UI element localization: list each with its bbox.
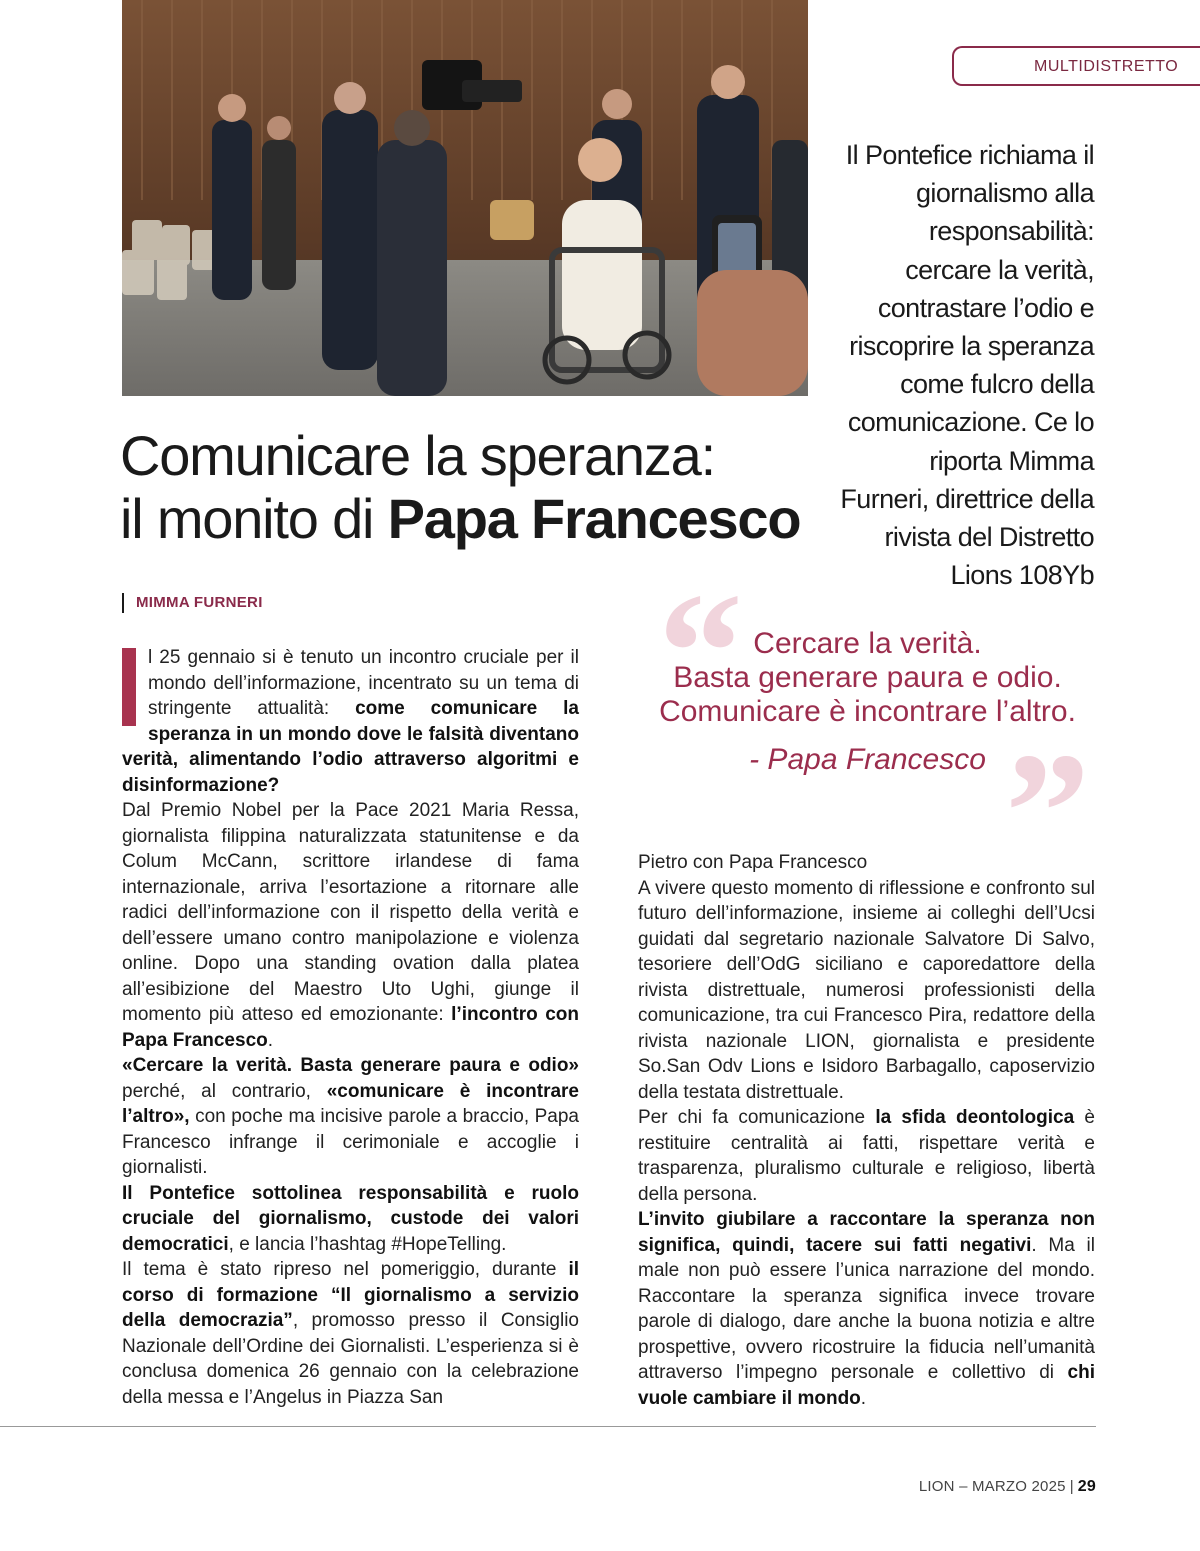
section-tab — [952, 46, 1200, 86]
footer-divider — [0, 1426, 1096, 1427]
bold-run: la sfida deontologica — [875, 1107, 1075, 1128]
text-run: con poche ma incisive parole a braccio, Papa Francesco infrange il cerimoniale e accoglie i giornalisti. — [122, 1106, 579, 1178]
bold-run: chi vuole cambiare il mondo — [638, 1362, 1095, 1409]
bold-run: «comunicare è incontrare l’altro», — [122, 1080, 579, 1127]
article-deck: Il Pontefice richiama il giornalismo alla responsabilità: cercare la verità, contrastare l’odio e riscoprire la speranza come fulcro della comunicazione. Ce lo riporta Mimma Furneri, direttrice della rivista del Distretto Lions 108Yb — [840, 140, 1094, 591]
pull-quote-line: Basta generare paura e odio. — [673, 661, 1062, 694]
dropcap — [122, 648, 136, 726]
bold-run: L’invito giubilare a raccontare la speranza non significa, quindi, tacere sui fatti negativi — [638, 1209, 1095, 1256]
paragraph: Pietro con Papa Francesco — [638, 852, 868, 873]
page-footer — [919, 1478, 1096, 1496]
page-number: 29 — [1077, 1478, 1096, 1495]
paragraph — [122, 798, 579, 1053]
close-quote-icon: ” — [1005, 718, 1090, 906]
paragraph: A vivere questo momento di riflessione e confronto sul futuro dell’informazione, insieme ai colleghi dell’Ucsi guidati dal segretario nazionale Salvatore Di Salvo, tesoriere dell’OdG siciliano e caporedattore della rivista distrettuale, numerosi professionisti della comunicazione, tra cui Francesco Pira, redattore della rivista nazionale LION, giornalista e presidente So.San Odv Lions e Isidoro Barbagallo, caposervizio della testata distrettuale. — [638, 877, 1095, 1103]
open-quote-icon: “ — [658, 558, 743, 746]
text-run: Per chi fa comunicazione — [638, 1107, 876, 1128]
paragraph — [638, 1105, 1095, 1207]
text-run: . — [267, 1029, 274, 1051]
headline-line-1: Comunicare la speranza: — [120, 424, 715, 487]
article-column-1 — [122, 645, 579, 1410]
text-run: è restituire centralità ai fatti, rispettare verità e trasparenza, pluralismo culturale e religioso, libertà della persona. — [638, 1107, 1095, 1205]
headline-line-2 — [120, 487, 840, 550]
footer-separator: | — [1069, 1478, 1074, 1495]
text-run: l 25 gennaio si è tenuto un incontro cruciale per il mondo dell’informazione, incentrato su un tema di stringente attualità: — [148, 647, 579, 719]
section-label: MULTIDISTRETTO — [1034, 58, 1179, 75]
text-run: Dal Premio Nobel per la Pace 2021 Maria Ressa, giornalista filippina naturalizzata statunitense e da Colum McCann, scrittore irlandese di fama internazionale, arriva l’esortazione a ritornare alle radici dell’informazione con il rispetto della verità e dell’essere umano contro manipolazione e violenza online. Dopo una standing ovation dalla platea all’esibizione del Maestro Uto Ughi, giunge il momento più atteso ed emozionante: — [122, 800, 579, 1025]
paragraph — [122, 1053, 579, 1181]
text-run: , e lancia l’hashtag #HopeTelling. — [228, 1233, 507, 1255]
text-run: , promosso presso il Consiglio Nazionale dell’Ordine dei Giornalisti. L’esperienza si è conclusa domenica 26 gennaio con la celebrazione della messa e l’Angelus in Piazza San — [122, 1310, 579, 1408]
article-photo — [122, 0, 808, 396]
bold-run: come comunicare la speranza in un mondo dove le falsità diventano verità, alimentando l’odio attraverso algoritmi e disinformazione? — [122, 698, 579, 796]
bold-run: l’incontro con Papa Francesco — [122, 1004, 579, 1051]
headline-line-2-prefix: il monito di — [120, 487, 388, 550]
text-run: . — [860, 1387, 867, 1409]
paragraph — [122, 645, 579, 798]
pull-quote-line: Cercare la verità. — [753, 627, 982, 660]
pull-quote-line: Comunicare è incontrare l’altro. — [659, 695, 1076, 728]
article-column-2 — [638, 850, 1095, 1411]
text-run: Il tema è stato ripreso nel pomeriggio, durante — [122, 1259, 569, 1280]
pull-quote-author: - Papa Francesco — [749, 743, 986, 776]
article-headline — [120, 424, 840, 550]
paragraph — [122, 1257, 579, 1410]
pull-quote-text — [640, 627, 1095, 729]
bold-run: Il Pontefice sottolinea responsabilità e ruolo cruciale del giornalismo, custode dei valori democratici — [122, 1182, 579, 1255]
paragraph — [638, 1207, 1095, 1411]
paragraph — [122, 1181, 579, 1258]
magazine-issue: LION – MARZO 2025 — [918, 1478, 1066, 1495]
text-run: . Ma il male non può essere l’unica narrazione del mondo. Raccontare la speranza significa invece trovare parole di dialogo, dare anche la buona notizia e altre prospettive, ovvero ricostruire la fiducia nell’umanità attraverso l’impegno personale e collettivo di — [638, 1234, 1095, 1383]
text-run: perché, al contrario, — [122, 1080, 327, 1102]
bold-run: «Cercare la verità. Basta generare paura e odio» — [122, 1055, 579, 1076]
headline-line-2-bold: Papa Francesco — [387, 487, 801, 550]
author-byline: MIMMA FURNERI — [122, 593, 263, 613]
bold-run: il corso di formazione “Il giornalismo a servizio della democrazia” — [122, 1259, 579, 1331]
